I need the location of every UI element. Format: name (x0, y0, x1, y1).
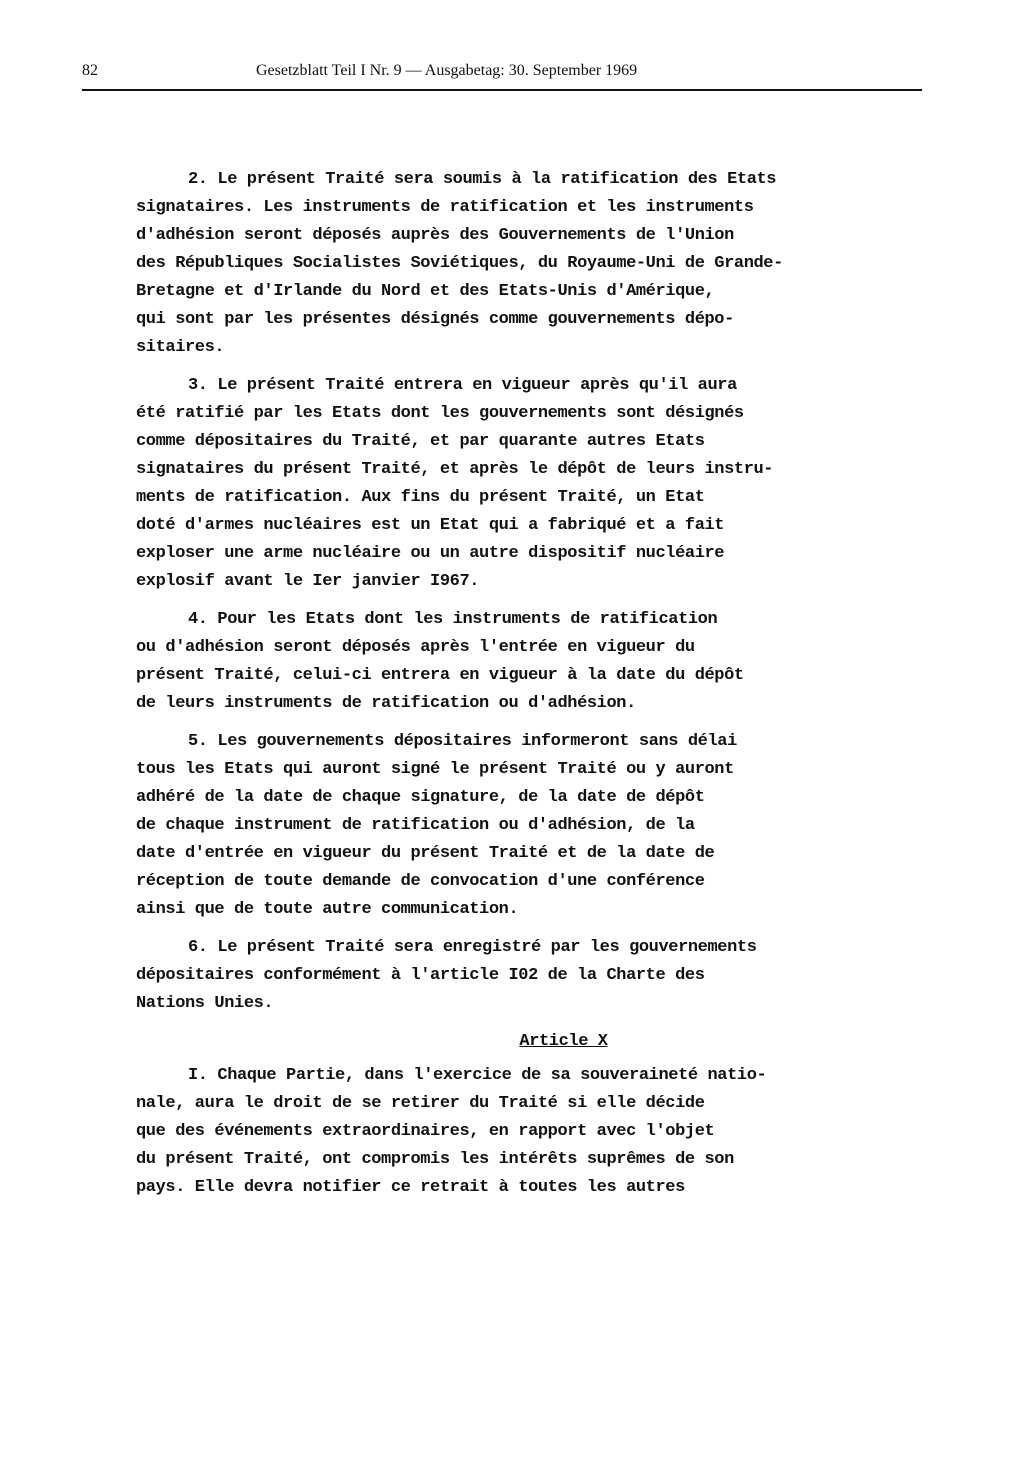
text-line: signataires du présent Traité, et après le dépôt de leurs instru- (136, 460, 774, 479)
treaty-paragraphs (136, 166, 876, 1018)
text-line: ments de ratification. Aux fins du présent Traité, un Etat (136, 488, 705, 507)
text-line: tous les Etats qui auront signé le présent Traité ou y auront (136, 760, 734, 779)
paragraph (136, 728, 876, 924)
document-body (136, 166, 876, 1212)
text-line: date d'entrée en vigueur du présent Traité et de la date de (136, 844, 715, 863)
text-line: du présent Traité, ont compromis les intérêts suprêmes de son (136, 1150, 734, 1169)
text-line: exploser une arme nucléaire ou un autre dispositif nucléaire (136, 544, 725, 563)
header-rule (82, 89, 922, 91)
text-line: 6. Le présent Traité sera enregistré par les gouvernements (188, 938, 757, 957)
page-header (82, 58, 922, 88)
text-line: sitaires. (136, 338, 225, 357)
paragraph (136, 1062, 876, 1202)
page-number: 82 (82, 62, 98, 79)
paragraph (136, 934, 876, 1018)
text-line: été ratifié par les Etats dont les gouvernements sont désignés (136, 404, 744, 423)
text-line: ou d'adhésion seront déposés après l'entrée en vigueur du (136, 638, 695, 657)
article-paragraphs (136, 1062, 876, 1202)
text-line: doté d'armes nucléaires est un Etat qui a fabriqué et a fait (136, 516, 725, 535)
text-line: adhéré de la date de chaque signature, de la date de dépôt (136, 788, 705, 807)
text-line: de leurs instruments de ratification ou d'adhésion. (136, 694, 636, 713)
text-line: 2. Le présent Traité sera soumis à la ratification des Etats (188, 170, 777, 189)
text-line: 4. Pour les Etats dont les instruments de ratification (188, 610, 718, 629)
text-line: I. Chaque Partie, dans l'exercice de sa souveraineté natio- (188, 1066, 767, 1085)
paragraph (136, 606, 876, 718)
text-line: signataires. Les instruments de ratification et les instruments (136, 198, 754, 217)
text-line: nale, aura le droit de se retirer du Traité si elle décide (136, 1094, 705, 1113)
text-line: Bretagne et d'Irlande du Nord et des Etats-Unis d'Amérique, (136, 282, 715, 301)
text-line: de chaque instrument de ratification ou d'adhésion, de la (136, 816, 695, 835)
text-line: pays. Elle devra notifier ce retrait à toutes les autres (136, 1178, 685, 1197)
article-heading: Article X (519, 1032, 608, 1051)
text-line: 3. Le présent Traité entrera en vigueur après qu'il aura (188, 376, 737, 395)
text-line: comme dépositaires du Traité, et par quarante autres Etats (136, 432, 705, 451)
text-line: que des événements extraordinaires, en rapport avec l'objet (136, 1122, 715, 1141)
text-line: réception de toute demande de convocation d'une conférence (136, 872, 705, 891)
text-line: Nations Unies. (136, 994, 274, 1013)
text-line: qui sont par les présentes désignés comme gouvernements dépo- (136, 310, 734, 329)
text-line: dépositaires conformément à l'article I02 de la Charte des (136, 966, 705, 985)
text-line: explosif avant le Ier janvier I967. (136, 572, 480, 591)
paragraph (136, 166, 876, 362)
text-line: 5. Les gouvernements dépositaires informeront sans délai (188, 732, 737, 751)
text-line: des Républiques Socialistes Soviétiques, du Royaume-Uni de Grande- (136, 254, 783, 273)
running-title: Gesetzblatt Teil I Nr. 9 — Ausgabetag: 30. September 1969 (256, 62, 638, 79)
text-line: d'adhésion seront déposés auprès des Gouvernements de l'Union (136, 226, 734, 245)
paragraph (136, 372, 876, 596)
text-line: présent Traité, celui-ci entrera en vigueur à la date du dépôt (136, 666, 744, 685)
text-line: ainsi que de toute autre communication. (136, 900, 519, 919)
